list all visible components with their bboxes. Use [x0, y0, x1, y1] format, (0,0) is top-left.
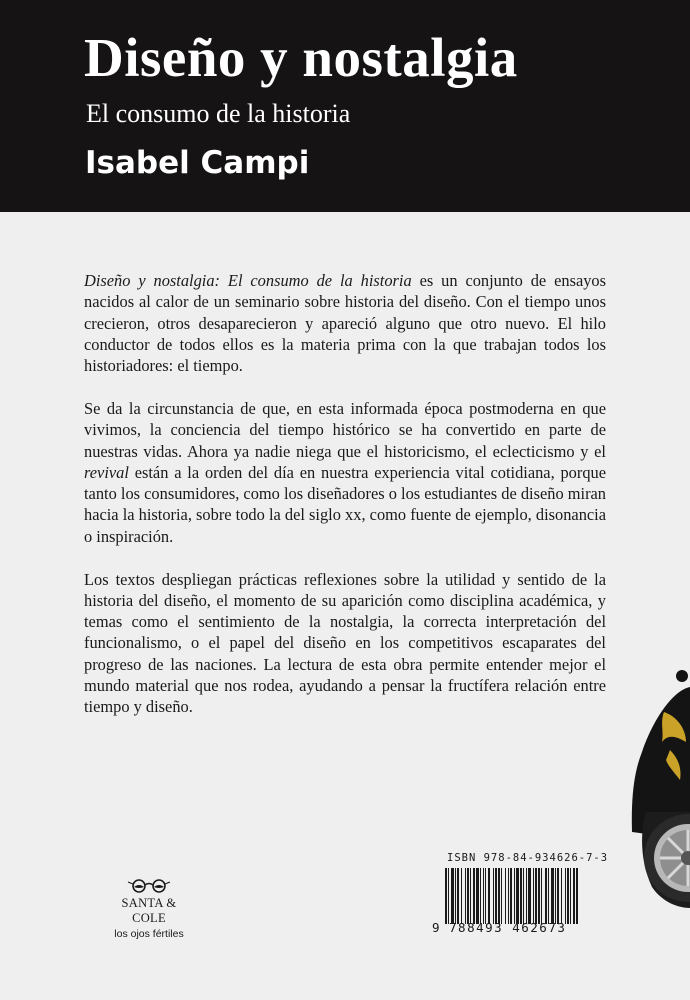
barcode-bar [557, 868, 559, 924]
barcode-bar [448, 868, 449, 924]
barcode-bar [576, 868, 578, 924]
blurb-revival: revival [84, 462, 129, 482]
barcode-bar [541, 868, 542, 924]
barcode-bar [520, 868, 522, 924]
barcode-lead-digit: 9 [432, 920, 442, 935]
barcode-bar [516, 868, 519, 924]
blurb-paragraph-2 [84, 398, 606, 547]
barcode-bar [505, 868, 506, 924]
barcode-bar [561, 868, 562, 924]
barcode-bar [555, 868, 556, 924]
barcode-bar [470, 868, 471, 924]
eyes-glasses-icon [127, 879, 171, 893]
barcode-bar [485, 868, 486, 924]
barcode-bar [565, 868, 566, 924]
barcode-bar [533, 868, 534, 924]
blurb-paragraph-3: Los textos despliegan prácticas reflexiones sobre la utilidad y sentido de la historia del diseño, el momento de su aparición como disciplina académica, y temas como el sentimiento de la nostalgia, la correcta interpretación del funcionalismo, o el papel del diseño en los competitivos escaparates del progreso de las naciones. La lectura de esta obra permite entender mejor el mundo material que nos rodea, ayudando a pensar la fructífera relación entre tiempo y diseño. [84, 569, 606, 717]
barcode-bar [465, 868, 466, 924]
isbn-label: ISBN 978-84-934626-7-3 [447, 852, 609, 864]
barcode-bar [551, 868, 554, 924]
barcode-digits [432, 920, 582, 935]
barcode-bar [451, 868, 454, 924]
blurb-p1-text: es un conjunto de ensayos nacidos al calor de un seminario sobre historia del diseño. Con el tiempo unos crecieron, otros desaparecieron y apareció alguno que otro nuevo. El hilo conductor de todos ellos es la materia prima con la que trabajan todos los historiadores: el tiempo. [84, 271, 606, 376]
barcode-bar [538, 868, 540, 924]
barcode-bar [510, 868, 512, 924]
blurb-p2-text-b: están a la orden del día en nuestra experiencia vital cotidiana, porque tanto los consumidores, como los diseñadores o los estudiantes de diseño miran hacia la historia, sobre todo la del siglo xx, como fuente de ejemplo, disonancia o inspiración. [84, 462, 606, 546]
barcode-bar [445, 868, 447, 924]
barcode [444, 868, 578, 924]
barcode-bar [545, 868, 547, 924]
barcode-bar [535, 868, 537, 924]
publisher-name: SANTA & COLE [121, 896, 177, 925]
blurb-p2-text-a: Se da la circunstancia de que, en esta informada época postmoderna en que vivimos, la conciencia del tiempo histórico se ha convertido en parte de nuestras vidas. Ahora ya nadie niega que el historicismo, el eclecticismo y el [84, 398, 606, 461]
book-title: Diseño y nostalgia [84, 27, 518, 88]
cover-header [0, 0, 690, 212]
barcode-bar [488, 868, 490, 924]
publisher-logo [104, 879, 194, 940]
barcode-bar [467, 868, 469, 924]
barcode-bar [495, 868, 497, 924]
barcode-bar [548, 868, 549, 924]
barcode-bar [473, 868, 475, 924]
barcode-bar [526, 868, 527, 924]
barcode-bar [480, 868, 481, 924]
barcode-bar [523, 868, 524, 924]
author-name: Isabel Campi [85, 145, 310, 181]
car-photo-icon [630, 662, 690, 942]
barcode-bar [455, 868, 456, 924]
barcode-bar [508, 868, 509, 924]
collection-name: los ojos fértiles [114, 928, 184, 940]
barcode-number: 788493 462673 [449, 920, 567, 935]
barcode-bar [567, 868, 569, 924]
book-subtitle: El consumo de la historia [86, 99, 351, 128]
barcode-bar [501, 868, 502, 924]
barcode-bar [483, 868, 484, 924]
barcode-bar [514, 868, 515, 924]
barcode-bar [573, 868, 575, 924]
barcode-bar [493, 868, 494, 924]
blurb-paragraph-1 [84, 270, 606, 376]
barcode-bar [476, 868, 479, 924]
barcode-bar [570, 868, 571, 924]
barcode-bar [461, 868, 462, 924]
barcode-bar [457, 868, 459, 924]
blurb-book-title: Diseño y nostalgia: El consumo de la historia [84, 271, 412, 290]
barcode-bar [498, 868, 500, 924]
blurb [84, 270, 606, 739]
barcode-bar [528, 868, 531, 924]
